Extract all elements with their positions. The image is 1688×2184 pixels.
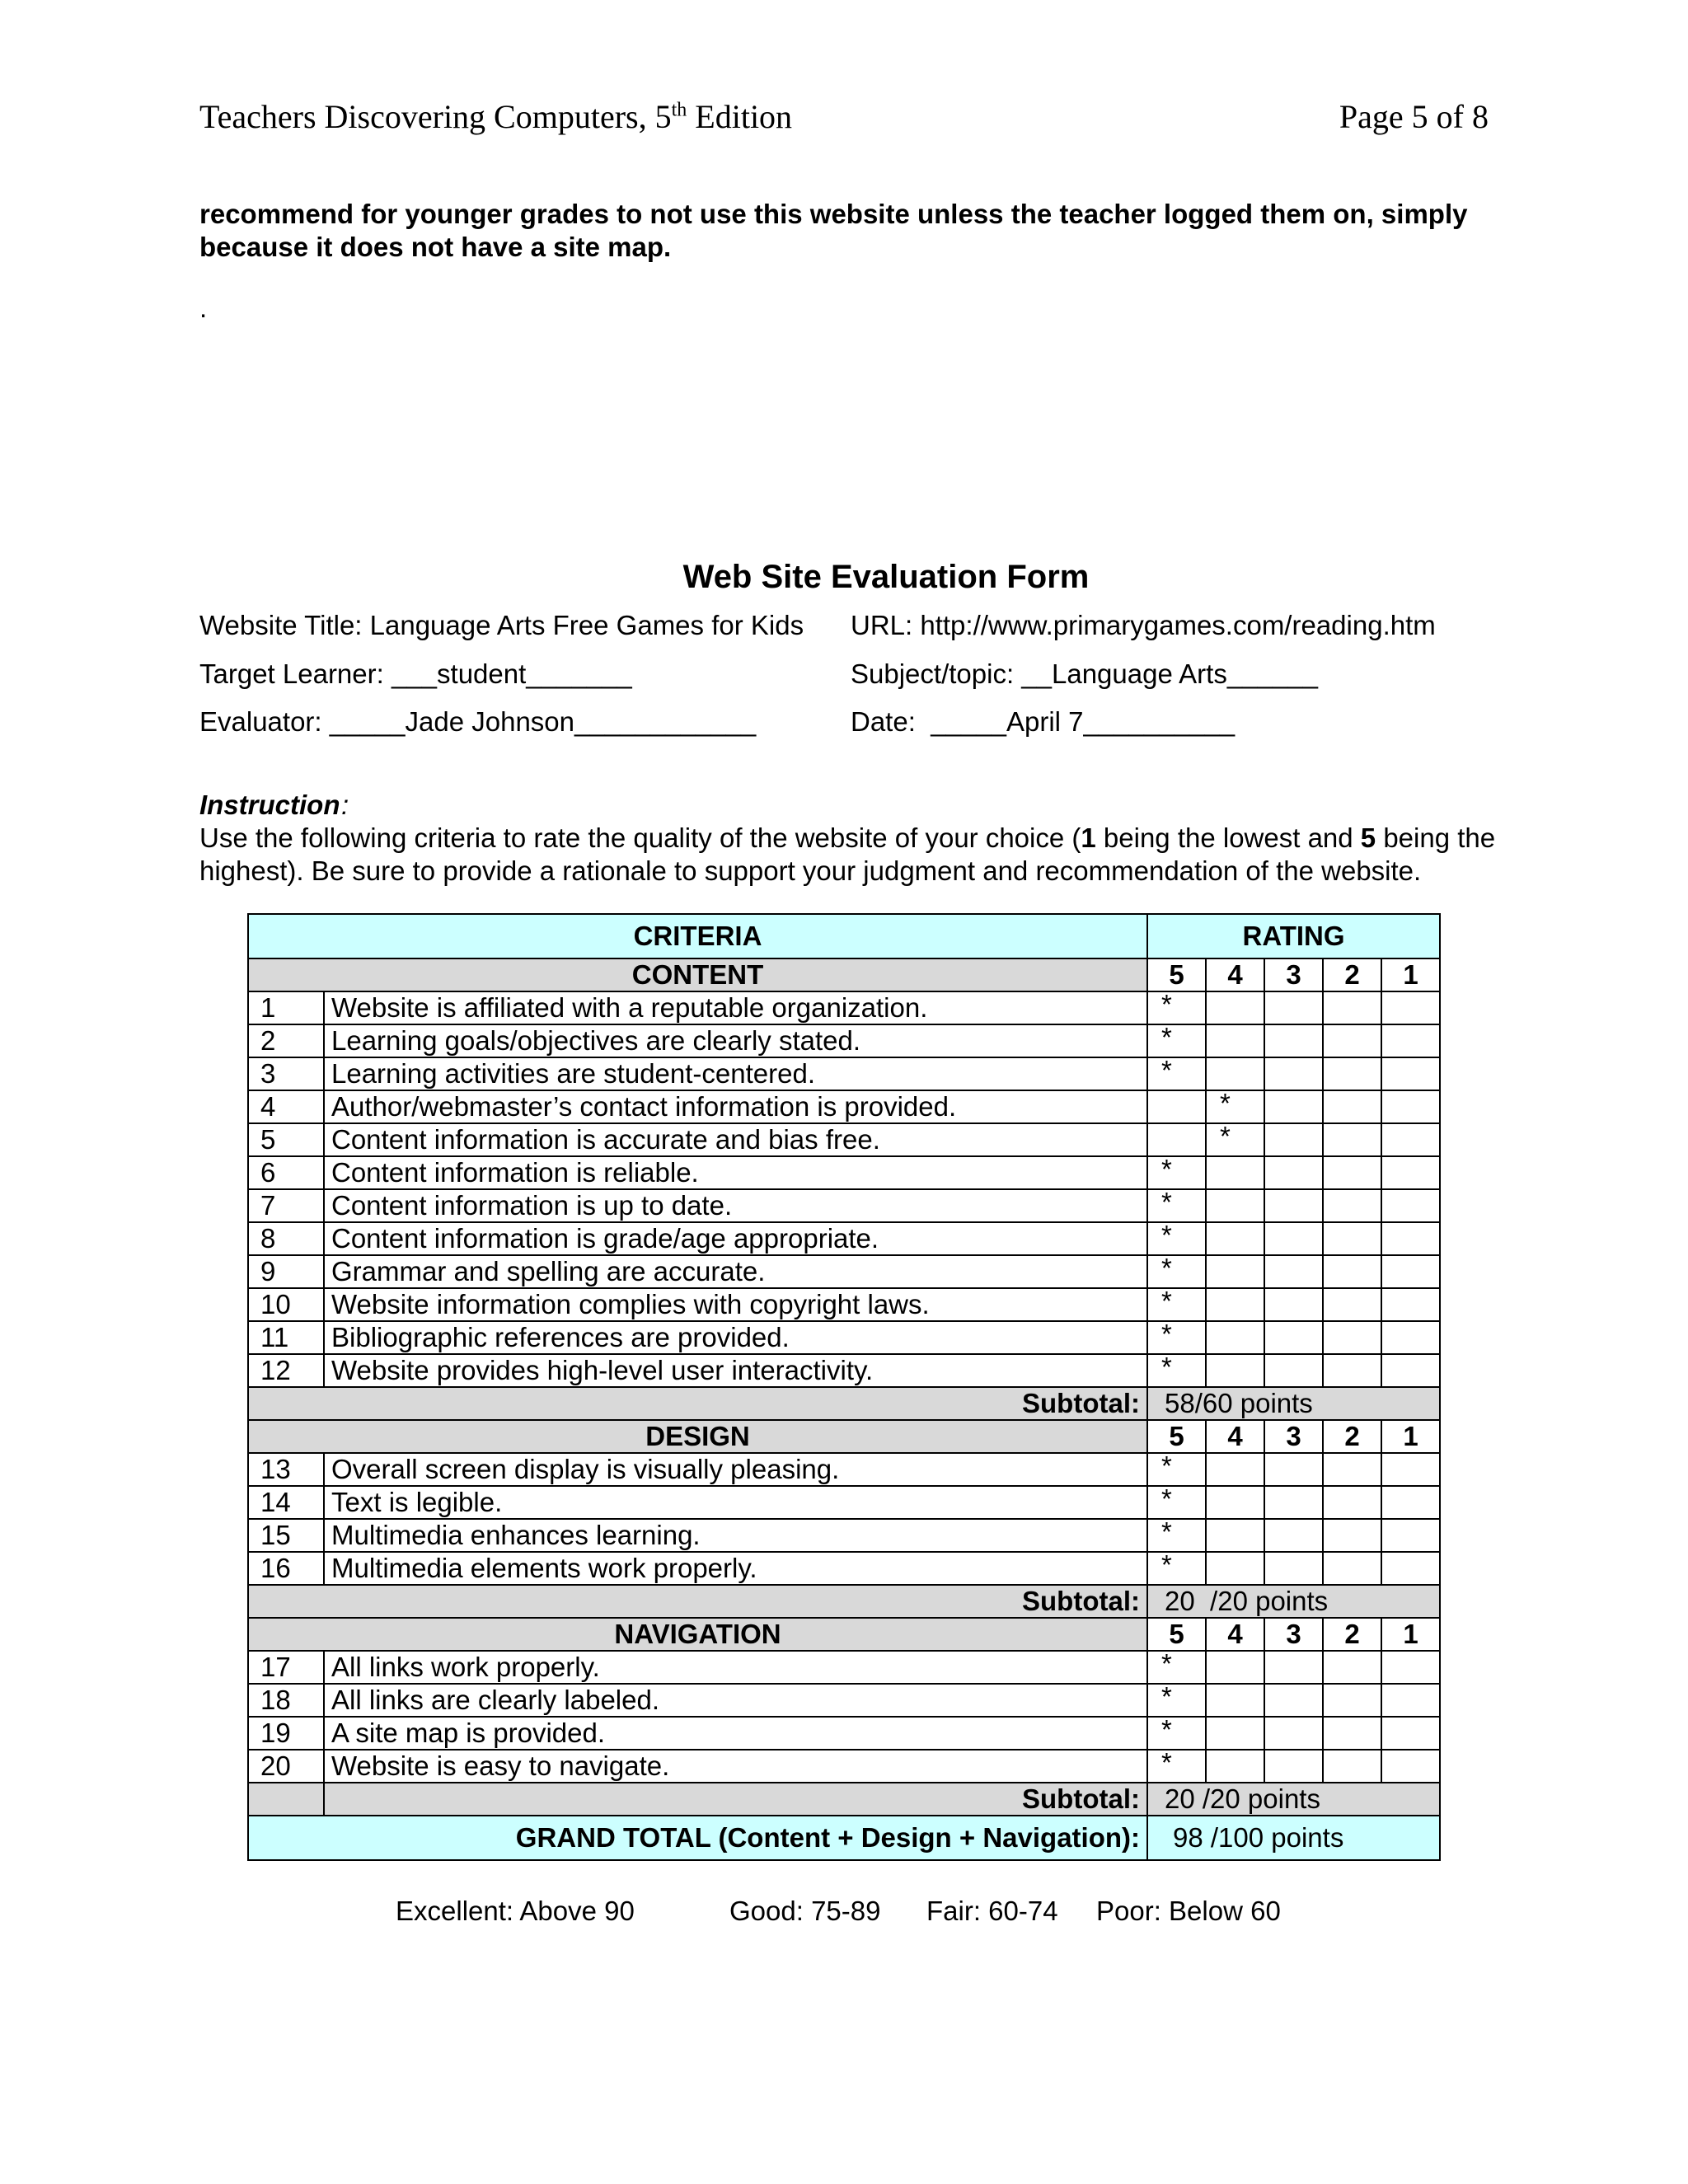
table-header-row: [248, 914, 1440, 958]
rating-mark-cell: [1206, 1222, 1264, 1255]
rating-mark-cell: [1381, 1222, 1440, 1255]
rating-mark-cell: [1206, 1453, 1264, 1486]
rating-mark-cell: [1264, 1255, 1323, 1288]
rating-scale-cell: 5: [1147, 1618, 1206, 1651]
subtotal-label: Subtotal:: [248, 1585, 1147, 1618]
table-row: [248, 1552, 1440, 1585]
evaluator-field: Evaluator: _____Jade Johnson____________: [199, 706, 757, 737]
rating-mark-cell: *: [1147, 1717, 1206, 1750]
rating-mark-cell: *: [1147, 1321, 1206, 1354]
criterion-number: 8: [248, 1222, 324, 1255]
rating-mark-cell: [1381, 1486, 1440, 1519]
rating-mark-cell: [1323, 1552, 1381, 1585]
rating-mark-cell: [1264, 1156, 1323, 1189]
subtotal-value: 20 /20 points: [1147, 1585, 1440, 1618]
rating-mark-cell: [1381, 1156, 1440, 1189]
rating-scale-cell: 3: [1264, 1618, 1323, 1651]
rating-mark-cell: [1206, 1024, 1264, 1057]
website-title-field: Website Title: Language Arts Free Games for Kids: [199, 610, 804, 640]
table-row: [248, 1684, 1440, 1717]
rating-mark-cell: [1264, 1354, 1323, 1387]
rating-mark-cell: *: [1147, 1651, 1206, 1684]
rating-mark-cell: [1206, 1519, 1264, 1552]
rating-mark-cell: [1323, 1750, 1381, 1783]
criterion-text: Text is legible.: [324, 1486, 1147, 1519]
grand-total-row: [248, 1816, 1440, 1860]
criteria-header: CRITERIA: [248, 914, 1147, 958]
criterion-text: Content information is grade/age appropriate.: [324, 1222, 1147, 1255]
criterion-text: Grammar and spelling are accurate.: [324, 1255, 1147, 1288]
table-row: [248, 1189, 1440, 1222]
criterion-number: 16: [248, 1552, 324, 1585]
url-field: URL: http://www.primarygames.com/reading.htm: [851, 610, 1436, 640]
rating-mark-cell: [1206, 1255, 1264, 1288]
rating-mark-cell: *: [1147, 1519, 1206, 1552]
rating-mark-cell: [1381, 1651, 1440, 1684]
date-field: Date: _____April 7__________: [851, 706, 1236, 737]
rating-mark-cell: [1264, 1552, 1323, 1585]
rating-mark-cell: [1381, 1750, 1440, 1783]
section-title: DESIGN: [248, 1420, 1147, 1453]
subtotal-row: [248, 1387, 1440, 1420]
table-row: [248, 1354, 1440, 1387]
rating-scale-cell: 1: [1381, 958, 1440, 991]
instruction-text-1: Use the following criteria to rate the quality of the website of your choice (: [199, 823, 1081, 853]
document-header-title: [199, 97, 792, 136]
rating-scale-cell: 3: [1264, 958, 1323, 991]
rating-mark-cell: [1381, 1123, 1440, 1156]
rating-mark-cell: *: [1147, 1552, 1206, 1585]
rating-mark-cell: [1381, 1288, 1440, 1321]
criterion-number: 7: [248, 1189, 324, 1222]
criterion-number: 5: [248, 1123, 324, 1156]
rating-mark-cell: [1206, 1552, 1264, 1585]
rating-mark-cell: [1323, 1684, 1381, 1717]
criterion-number: 20: [248, 1750, 324, 1783]
rating-mark-cell: [1264, 1123, 1323, 1156]
rating-mark-cell: [1381, 1519, 1440, 1552]
criterion-text: Overall screen display is visually pleasing.: [324, 1453, 1147, 1486]
rating-mark-cell: *: [1147, 1255, 1206, 1288]
rating-mark-cell: [1381, 1090, 1440, 1123]
rating-mark-cell: [1206, 1288, 1264, 1321]
scale-poor: Poor: Below 60: [1096, 1896, 1281, 1926]
rating-mark-cell: [1264, 1288, 1323, 1321]
rating-mark-cell: *: [1147, 1222, 1206, 1255]
rating-mark-cell: [1206, 1486, 1264, 1519]
form-title: Web Site Evaluation Form: [682, 559, 1090, 595]
table-row: [248, 1057, 1440, 1090]
rating-mark-cell: [1264, 1090, 1323, 1123]
scale-fair: Fair: 60-74: [926, 1896, 1058, 1926]
rating-mark-cell: [1323, 1717, 1381, 1750]
rating-mark-cell: [1147, 1090, 1206, 1123]
rating-scale-cell: 4: [1206, 1618, 1264, 1651]
subtotal-value: 20 /20 points: [1147, 1783, 1440, 1816]
table-row: [248, 1486, 1440, 1519]
target-learner-field: Target Learner: ___student_______: [199, 658, 632, 689]
rating-mark-cell: *: [1147, 1684, 1206, 1717]
rating-mark-cell: [1147, 1123, 1206, 1156]
criterion-text: A site map is provided.: [324, 1717, 1147, 1750]
rating-mark-cell: *: [1147, 991, 1206, 1024]
table-row: [248, 1519, 1440, 1552]
rating-mark-cell: [1323, 1222, 1381, 1255]
rating-mark-cell: [1323, 1123, 1381, 1156]
rating-mark-cell: [1323, 1519, 1381, 1552]
rating-scale-cell: 5: [1147, 1420, 1206, 1453]
rating-mark-cell: [1381, 1453, 1440, 1486]
criterion-number: 4: [248, 1090, 324, 1123]
criterion-number: 2: [248, 1024, 324, 1057]
rating-mark-cell: [1264, 991, 1323, 1024]
rating-scale-cell: 2: [1323, 1420, 1381, 1453]
instruction-text-2: being the lowest and: [1095, 823, 1361, 853]
table-row: [248, 1123, 1440, 1156]
rating-scale-cell: 5: [1147, 958, 1206, 991]
subtotal-value: 58/60 points: [1147, 1387, 1440, 1420]
rating-mark-cell: [1323, 1255, 1381, 1288]
criterion-text: Bibliographic references are provided.: [324, 1321, 1147, 1354]
criterion-text: Website is easy to navigate.: [324, 1750, 1147, 1783]
table-row: [248, 1156, 1440, 1189]
criterion-text: Website is affiliated with a reputable organization.: [324, 991, 1147, 1024]
rating-scale-cell: 4: [1206, 958, 1264, 991]
subtotal-row: [248, 1585, 1440, 1618]
rating-scale-cell: 2: [1323, 958, 1381, 991]
criterion-number: 12: [248, 1354, 324, 1387]
grand-total-value: 98 /100 points: [1147, 1816, 1440, 1860]
criterion-text: Content information is reliable.: [324, 1156, 1147, 1189]
criterion-text: Learning activities are student-centered.: [324, 1057, 1147, 1090]
section-header-row: [248, 1618, 1440, 1651]
rating-mark-cell: [1264, 1717, 1323, 1750]
criterion-number: 15: [248, 1519, 324, 1552]
rating-mark-cell: [1264, 1684, 1323, 1717]
rating-mark-cell: [1206, 1057, 1264, 1090]
intro-paragraph: recommend for younger grades to not use this website unless the teacher logged them on, simply because it does not have a site map.: [199, 199, 1468, 262]
criterion-number: 6: [248, 1156, 324, 1189]
criterion-text: Website information complies with copyright laws.: [324, 1288, 1147, 1321]
rating-mark-cell: [1323, 1156, 1381, 1189]
section-title: CONTENT: [248, 958, 1147, 991]
rating-mark-cell: [1206, 1684, 1264, 1717]
rating-mark-cell: [1323, 1651, 1381, 1684]
criterion-number: 17: [248, 1651, 324, 1684]
rating-mark-cell: [1381, 1354, 1440, 1387]
rating-mark-cell: *: [1147, 1156, 1206, 1189]
rating-scale-cell: 2: [1323, 1618, 1381, 1651]
rating-mark-cell: [1381, 1552, 1440, 1585]
rating-mark-cell: [1264, 1453, 1323, 1486]
criterion-text: All links are clearly labeled.: [324, 1684, 1147, 1717]
rating-mark-cell: [1323, 1486, 1381, 1519]
criterion-number: 10: [248, 1288, 324, 1321]
criterion-text: Website provides high-level user interactivity.: [324, 1354, 1147, 1387]
criterion-number: 14: [248, 1486, 324, 1519]
rating-mark-cell: [1264, 1750, 1323, 1783]
rating-mark-cell: [1206, 991, 1264, 1024]
subtotal-label: Subtotal:: [324, 1783, 1147, 1816]
rating-mark-cell: [1264, 1486, 1323, 1519]
criterion-text: Author/webmaster’s contact information is provided.: [324, 1090, 1147, 1123]
rating-mark-cell: [1206, 1321, 1264, 1354]
criterion-text: Multimedia elements work properly.: [324, 1552, 1147, 1585]
rating-mark-cell: [1264, 1519, 1323, 1552]
instruction-highest: 5: [1360, 823, 1376, 853]
criterion-text: Content information is up to date.: [324, 1189, 1147, 1222]
criterion-number: 13: [248, 1453, 324, 1486]
rating-mark-cell: [1206, 1189, 1264, 1222]
grand-total-label: GRAND TOTAL (Content + Design + Navigation):: [248, 1816, 1147, 1860]
criterion-number: 19: [248, 1717, 324, 1750]
rating-mark-cell: [1381, 1255, 1440, 1288]
table-row: [248, 1024, 1440, 1057]
rating-mark-cell: [1206, 1156, 1264, 1189]
rating-mark-cell: *: [1147, 1453, 1206, 1486]
rating-mark-cell: [1323, 1090, 1381, 1123]
rating-mark-cell: *: [1147, 1486, 1206, 1519]
rating-mark-cell: [1206, 1750, 1264, 1783]
rating-mark-cell: *: [1206, 1123, 1264, 1156]
rating-mark-cell: [1206, 1354, 1264, 1387]
scale-excellent: Excellent: Above 90: [396, 1896, 635, 1926]
evaluation-table: [247, 913, 1441, 1861]
rating-scale-cell: 1: [1381, 1618, 1440, 1651]
table-row: [248, 1750, 1440, 1783]
rating-mark-cell: *: [1147, 1354, 1206, 1387]
table-row: [248, 1222, 1440, 1255]
table-row: [248, 1717, 1440, 1750]
rating-mark-cell: [1264, 1222, 1323, 1255]
rating-mark-cell: [1264, 1189, 1323, 1222]
rating-mark-cell: [1323, 1288, 1381, 1321]
subject-field: Subject/topic: __Language Arts______: [851, 658, 1318, 689]
instruction-body: [199, 822, 1535, 888]
book-title-tail: Edition: [687, 98, 793, 135]
rating-mark-cell: [1323, 1453, 1381, 1486]
rating-mark-cell: [1381, 1684, 1440, 1717]
rating-mark-cell: *: [1147, 1024, 1206, 1057]
rating-mark-cell: [1323, 1354, 1381, 1387]
section-header-row: [248, 958, 1440, 991]
rating-mark-cell: [1381, 1189, 1440, 1222]
scale-good: Good: 75-89: [729, 1896, 881, 1926]
rating-mark-cell: [1381, 1024, 1440, 1057]
subtotal-empty-cell: [248, 1783, 324, 1816]
rating-mark-cell: [1206, 1717, 1264, 1750]
criterion-text: Multimedia enhances learning.: [324, 1519, 1147, 1552]
rating-mark-cell: [1381, 1057, 1440, 1090]
rating-mark-cell: [1264, 1651, 1323, 1684]
rating-mark-cell: [1264, 1321, 1323, 1354]
rating-mark-cell: *: [1147, 1057, 1206, 1090]
table-row: [248, 1453, 1440, 1486]
rating-mark-cell: *: [1147, 1189, 1206, 1222]
criterion-number: 9: [248, 1255, 324, 1288]
rating-scale-cell: 1: [1381, 1420, 1440, 1453]
rating-scale-cell: 4: [1206, 1420, 1264, 1453]
criterion-number: 11: [248, 1321, 324, 1354]
rating-mark-cell: [1381, 1717, 1440, 1750]
rating-header: RATING: [1147, 914, 1440, 958]
section-header-row: [248, 1420, 1440, 1453]
instruction-colon: :: [341, 790, 349, 820]
table-row: [248, 991, 1440, 1024]
edition-superscript: th: [671, 99, 687, 121]
table-row: [248, 1255, 1440, 1288]
rating-scale-cell: 3: [1264, 1420, 1323, 1453]
rating-mark-cell: *: [1206, 1090, 1264, 1123]
section-title: NAVIGATION: [248, 1618, 1147, 1651]
table-row: [248, 1651, 1440, 1684]
rating-mark-cell: [1381, 1321, 1440, 1354]
instruction-text-3: being the highest). Be sure to provide a rationale to support your judgment and recommendation of the website.: [199, 823, 1496, 886]
rating-mark-cell: [1206, 1651, 1264, 1684]
criterion-number: 18: [248, 1684, 324, 1717]
instruction-heading: Instruction: [199, 790, 340, 820]
table-row: [248, 1321, 1440, 1354]
rating-mark-cell: [1323, 1189, 1381, 1222]
criterion-text: All links work properly.: [324, 1651, 1147, 1684]
subtotal-row: [248, 1783, 1440, 1816]
criterion-text: Content information is accurate and bias free.: [324, 1123, 1147, 1156]
table-row: [248, 1090, 1440, 1123]
rating-scale: [0, 1896, 1688, 2052]
table-row: [248, 1288, 1440, 1321]
criterion-text: Learning goals/objectives are clearly stated.: [324, 1024, 1147, 1057]
rating-mark-cell: *: [1147, 1750, 1206, 1783]
rating-mark-cell: [1264, 1057, 1323, 1090]
subtotal-label: Subtotal:: [248, 1387, 1147, 1420]
rating-mark-cell: [1323, 1057, 1381, 1090]
instruction-lowest: 1: [1081, 823, 1096, 853]
rating-mark-cell: [1323, 1321, 1381, 1354]
criterion-number: 1: [248, 991, 324, 1024]
rating-mark-cell: [1381, 991, 1440, 1024]
rating-mark-cell: *: [1147, 1288, 1206, 1321]
rating-mark-cell: [1323, 991, 1381, 1024]
book-title: Teachers Discovering Computers, 5: [199, 98, 672, 135]
criterion-number: 3: [248, 1057, 324, 1090]
rating-mark-cell: [1323, 1024, 1381, 1057]
stray-dot: .: [199, 293, 208, 323]
rating-mark-cell: [1264, 1024, 1323, 1057]
page-number: Page 5 of 8: [1339, 98, 1489, 135]
